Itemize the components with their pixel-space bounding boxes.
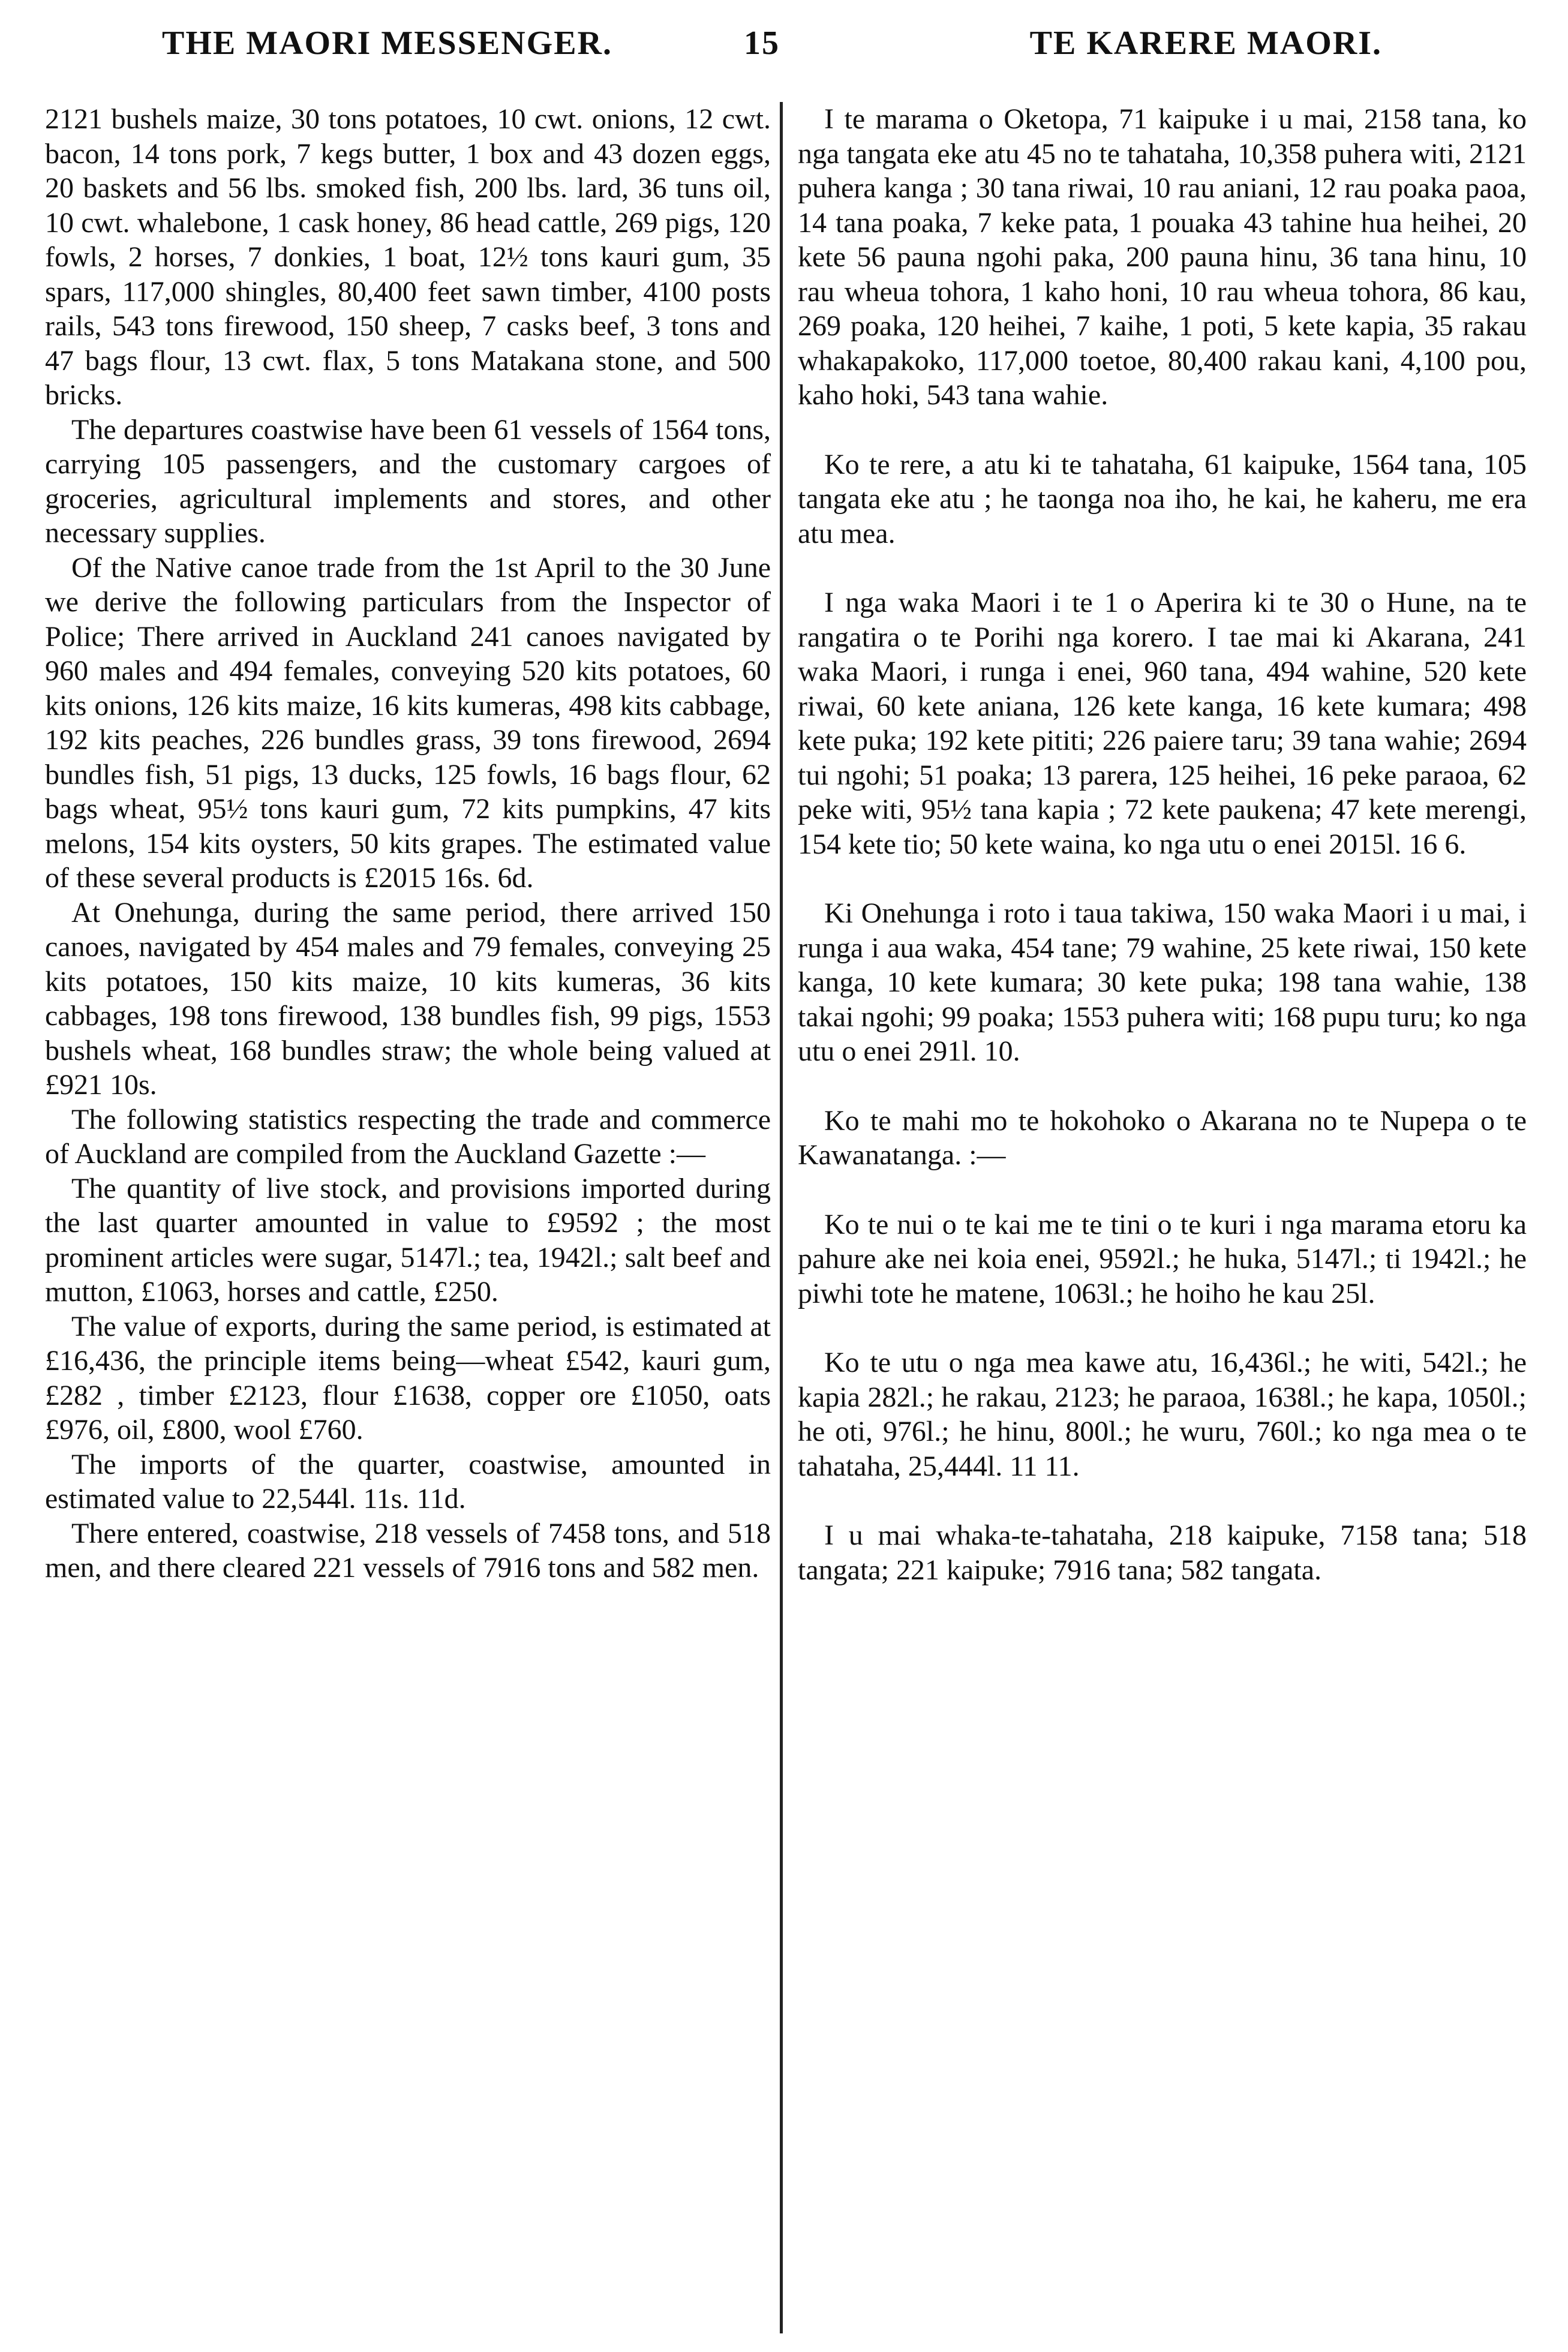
- paragraph-tahataha: I u mai whaka-te-tahataha, 218 kaipuke, 7158 tana; 518 tangata; 221 kaipuke; 7916 tana; 582 tangata.: [798, 1519, 1527, 1586]
- paragraph-statistics-intro: The following statistics respecting the trade and commerce of Auckland are compiled from the Auckland Gazette :—: [45, 1103, 771, 1170]
- paragraph-imports: The quantity of live stock, and provisions imported during the last quarter amounted in value to £9592 ; the most prominent articles were sugar, 5147l.; tea, 1942l.; salt beef and mutton, £1063, horses and cattle, £250.: [45, 1172, 771, 1308]
- paragraph-nui-kai: Ko te nui o te kai me te tini o te kuri i nga marama etoru ka pahure ake nei koia enei, 9592l.; he huka, 5147l.; ti 1942l.; he piwhi tote he matene, 1063l.; he hoiho he kau 25l.: [798, 1208, 1527, 1309]
- paragraph-utu-kawe: Ko te utu o nga mea kawe atu, 16,436l.; he witi, 542l.; he kapia 282l.; he rakau, 2123; he paraoa, 1638l.; he kapa, 1050l.; he oti, 976l.; he hinu, 800l.; he wuru, 760l.; ko nga mea o te tahataha, 25,444l. 11 11.: [798, 1347, 1527, 1482]
- maori-column: [798, 102, 1527, 1622]
- paragraph-vessels: There entered, coastwise, 218 vessels of 7458 tons, and 518 men, and there cleared 221 vessels of 7916 tons and 582 men.: [45, 1517, 771, 1584]
- header-english-title: THE MAORI MESSENGER.: [162, 25, 612, 62]
- header-maori-title: TE KARERE MAORI.: [1029, 25, 1382, 62]
- paragraph-coastwise-imports: The imports of the quarter, coastwise, amounted in estimated value to 22,544l. 11s. 11d.: [45, 1448, 771, 1515]
- column-divider: [780, 102, 783, 2333]
- paragraph-onehunga-maori: Ki Onehunga i roto i taua takiwa, 150 waka Maori i u mai, i runga i aua waka, 454 tane; 79 wahine, 25 kete riwai, 150 kete kanga, 10 kete kumara; 30 kete puka; 198 tana wahie, 138 takai ngohi; 99 poaka; 1553 puhera witi; 168 pupu turu; ko nga utu o enei 291l. 10.: [798, 897, 1527, 1067]
- page-number: 15: [744, 25, 780, 62]
- paragraph-departures: The departures coastwise have been 61 vessels of 1564 tons, carrying 105 passengers, and the customary cargoes of groceries, agricultural implements and stores, and other necessary supplies.: [45, 413, 771, 549]
- paragraph-cargo-list: 2121 bushels maize, 30 tons potatoes, 10 cwt. onions, 12 cwt. bacon, 14 tons pork, 7 kegs butter, 1 box and 43 dozen eggs, 20 baskets and 56 lbs. smoked fish, 200 lbs. lard, 36 tuns oil, 10 cwt. whalebone, 1 cask honey, 86 head cattle, 269 pigs, 120 fowls, 2 horses, 7 donkies, 1 boat, 12½ tons kauri gum, 35 spars, 117,000 shingles, 80,400 feet sawn timber, 4100 posts rails, 543 tons firewood, 150 sheep, 7 casks beef, 3 tons and 47 bags flour, 13 cwt. flax, 5 tons Matakana stone, and 500 bricks.: [45, 103, 771, 411]
- paragraph-oketopa: I te marama o Oketopa, 71 kaipuke i u mai, 2158 tana, ko nga tangata eke atu 45 no te tahataha, 10,358 puhera witi, 2121 puhera kanga ; 30 tana riwai, 10 rau aniani, 12 rau poaka paoa, 14 tana poaka, 7 keke pata, 1 pouaka 43 tahine hua heihei, 20 kete 56 pauna ngohi paka, 200 pauna hinu, 36 tana hinu, 10 rau wheua tohora, 1 kaho honi, 10 rau wheua tohora, 86 kau, 269 poaka, 120 heihei, 7 kaihe, 1 poti, 5 kete kapia, 35 rakau whakapakoko, 117,000 toetoe, 80,400 rakau kani, 4,100 pou, kaho hoki, 543 tana wahie.: [798, 103, 1527, 411]
- paragraph-waka-maori: I nga waka Maori i te 1 o Aperira ki te 30 o Hune, na te rangatira o te Porihi nga korero. I tae mai ki Akarana, 241 waka Maori, i runga i enei, 960 tana, 494 wahine, 520 kete riwai, 60 kete aniana, 126 kete kanga, 16 kete kumara; 498 kete puka; 192 kete pititi; 226 paiere taru; 39 tana wahie; 2694 tui ngohi; 51 poaka; 13 parera, 125 heihei, 16 peke paraoa, 62 peke witi, 95½ tana kapia ; 72 kete paukena; 47 kete merengi, 154 kete tio; 50 kete waina, ko nga utu o enei 2015l. 16 6.: [798, 587, 1527, 860]
- paragraph-exports: The value of exports, during the same period, is estimated at £16,436, the principle items being—wheat £542, kauri gum, £282 , timber £2123, flour £1638, copper ore £1050, oats £976, oil, £800, wool £760.: [45, 1310, 771, 1446]
- page-header: [36, 24, 1532, 84]
- paragraph-rere: Ko te rere, a atu ki te tahataha, 61 kaipuke, 1564 tana, 105 tangata eke atu ; he taonga noa iho, he kai, he kaheru, me era atu mea.: [798, 448, 1527, 549]
- paragraph-canoe-trade: Of the Native canoe trade from the 1st April to the 30 June we derive the following particulars from the Inspector of Police; There arrived in Auckland 241 canoes navigated by 960 males and 494 females, conveying 520 kits potatoes, 60 kits onions, 126 kits maize, 16 kits kumeras, 498 kits cabbage, 192 kits peaches, 226 bundles grass, 39 tons firewood, 2694 bundles fish, 51 pigs, 13 ducks, 125 fowls, 16 bags flour, 62 bags wheat, 95½ tons kauri gum, 72 kits pumpkins, 47 kits melons, 154 kits oysters, 50 kits grapes. The estimated value of these several products is £2015 16s. 6d.: [45, 551, 771, 894]
- paragraph-onehunga: At Onehunga, during the same period, there arrived 150 canoes, navigated by 454 males and 79 females, conveying 25 kits potatoes, 150 kits maize, 10 kits kumeras, 36 kits cabbages, 198 tons firewood, 138 bundles fish, 99 pigs, 1553 bushels wheat, 168 bundles straw; the whole being valued at £921 10s.: [45, 896, 771, 1101]
- english-column: [45, 102, 771, 1585]
- paragraph-mahi-hokohoko: Ko te mahi mo te hokohoko o Akarana no te Nupepa o te Kawanatanga. :—: [798, 1104, 1527, 1171]
